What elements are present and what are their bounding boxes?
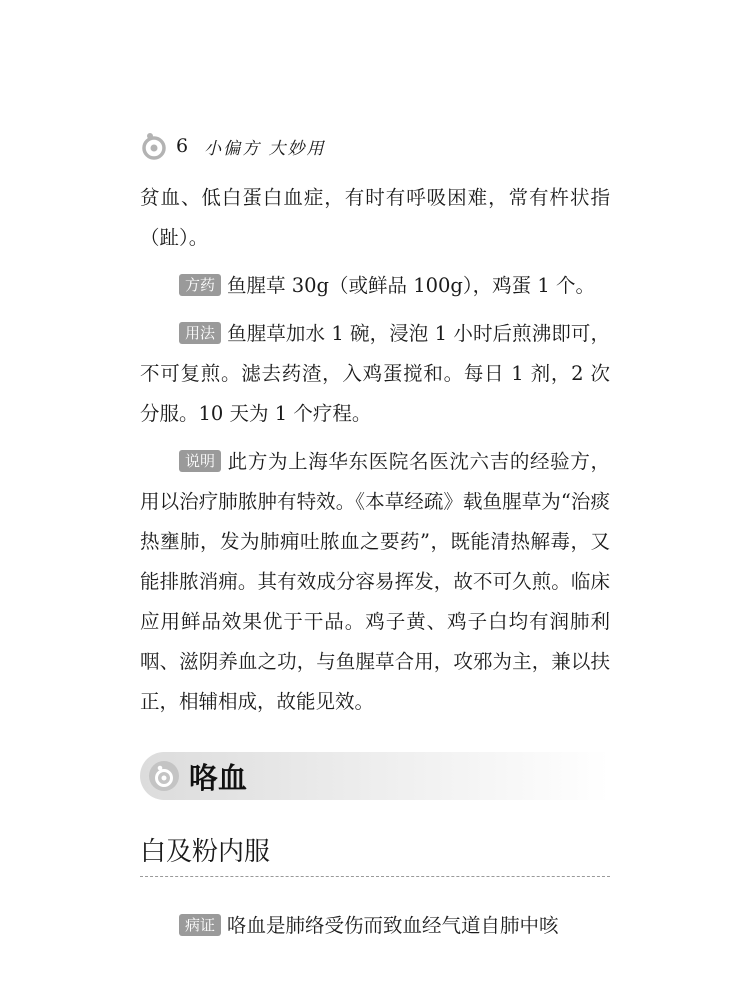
shuoming-label: 说明 — [179, 450, 221, 472]
dashed-divider — [140, 876, 610, 877]
paragraph-fangyao — [140, 266, 610, 306]
recipe-title: 白及粉内服 — [140, 837, 271, 867]
shuoming-text: 此方为上海华东医院名医沈六吉的经验方，用以治疗肺脓肿有特效。《本草经疏》载鱼腥草为“治痰热壅肺，发为肺痈吐脓血之要药”，既能清热解毒，又能排脓消痈。其有效成分容易挥发，故不可久煎。临床应用鲜品效果优于干品。鸡子黄、鸡子白均有润肺利咽、滋阴养血之功，与鱼腥草合用，攻邪为主，兼以扶正，相辅相成，故能见效。 — [140, 450, 610, 713]
paragraph-shuoming — [140, 442, 610, 722]
bingzheng-label: 病证 — [179, 914, 221, 936]
paragraph-yongfa — [140, 314, 610, 434]
yongfa-text: 鱼腥草加水 1 碗，浸泡 1 小时后煎沸即可，不可复煎。滤去药渣，入鸡蛋搅和。每日 1 剂，2 次分服。10 天为 1 个疗程。 — [140, 322, 610, 425]
book-title: 小偏方 大妙用 — [204, 138, 326, 159]
bingzheng-text: 咯血是肺络受伤而致血经气道自肺中咳 — [227, 914, 559, 937]
paragraph-symptoms: 贫血、低白蛋白血症，有时有呼吸困难，常有杵状指（趾）。 — [140, 186, 610, 249]
section-title: 咯血 — [189, 760, 248, 795]
taiji-section-icon — [147, 759, 181, 793]
paragraph-bingzheng — [140, 906, 610, 946]
main-content — [140, 178, 610, 730]
page-header — [140, 131, 326, 161]
section-heading — [140, 752, 610, 800]
yongfa-label: 用法 — [179, 322, 221, 344]
taiji-logo-icon — [140, 132, 168, 160]
fangyao-label: 方药 — [179, 274, 221, 296]
page-number: 6 — [176, 135, 189, 157]
fangyao-text: 鱼腥草 30g（或鲜品 100g），鸡蛋 1 个。 — [227, 274, 595, 297]
